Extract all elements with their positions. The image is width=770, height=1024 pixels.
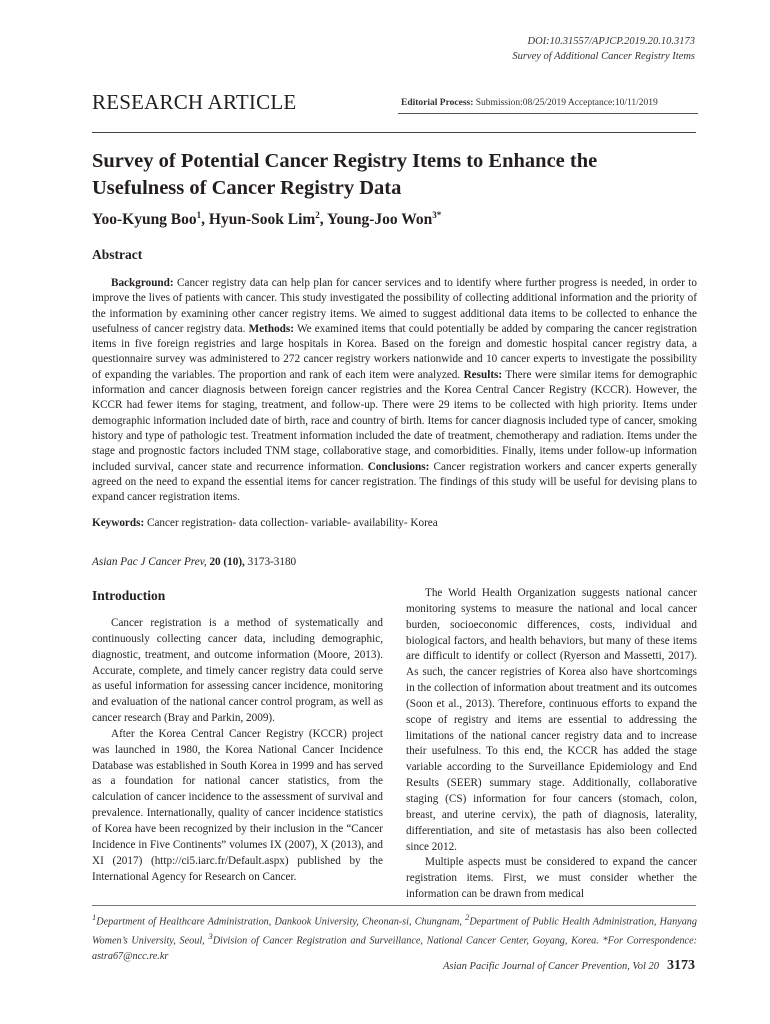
affiliation-mark: 1 [92, 912, 97, 922]
affiliation-3: Division of Cancer Registration and Surveillance, National Cancer Center, Goyang, Korea. *For Correspondence: astra67@ncc.re.kr [92, 935, 697, 962]
citation-pages: 3173-3180 [244, 556, 297, 568]
abstract-paragraph [92, 276, 697, 505]
abstract-body [92, 276, 697, 505]
affiliations-footnote [92, 910, 697, 964]
affiliation-1: Department of Healthcare Administration, Dankook University, Cheonan-si, Chungnam, [96, 916, 466, 928]
author-separator: , [319, 211, 327, 229]
editorial-process [401, 98, 658, 108]
affiliation-2: Department of Public Health Administration, Hanyang Women’s University, Seoul, [92, 916, 697, 947]
affiliation-mark: 3 [208, 931, 213, 942]
author-name: Yoo-Kyung Boo [92, 211, 197, 229]
header-rule-short [398, 113, 698, 114]
title-line-1: Survey of Potential Cancer Registry Items to Enhance the [92, 150, 598, 172]
author-separator: , [201, 211, 209, 229]
keywords [92, 517, 438, 529]
affiliation-mark: 2 [465, 912, 470, 922]
paper-title [92, 148, 702, 202]
results-text: There were similar items for demographic information and cancer diagnosis between foreign cancer registries and the Korea Central Cancer Registry (KCCR). However, the KCCR had fewer items for staging, treatment, and follow-up. There were 29 items to be collected with high priority. Items under demographic information included date of birth, race and country of birth. Items for cancer diagnosis included type of cancer, smoking history and type of pathologic test. Treatment information included the date of treatment, chemotherapy and radiation. Items under the stage and prognostic factors included TNM stage, collaborative stage, and comorbidities. Finally, items under follow-up information included survival, cancer state and recurrence information. [92, 368, 698, 473]
methods-text: We examined items that could potentially be added by comparing the cancer registration items in five foreign registries and large hospitals in Korea. Based on the foreign and domestic hospital cancer registry data, a questionnaire survey was administered to 272 cancer registry workers nationwide and 10 cancer experts to investigate the possibility of expanding the variables. The proportion and rank of each item were analyzed. [92, 322, 697, 381]
page-footer [443, 958, 695, 974]
author-affiliation-mark: 3* [432, 210, 442, 220]
keywords-text: Cancer registration- data collection- variable- availability- Korea [144, 517, 438, 529]
conclusions-label: Conclusions: [367, 460, 430, 473]
editorial-label: Editorial Process: [401, 98, 474, 108]
title-line-2: Usefulness of Cancer Registry Data [92, 177, 402, 199]
header-rule [92, 132, 696, 133]
citation-volume: 20 (10), [209, 556, 245, 568]
introduction-heading: Introduction [92, 588, 166, 603]
results-label: Results: [463, 368, 503, 381]
footer-journal: Asian Pacific Journal of Cancer Prevention, Vol 20 [443, 961, 659, 972]
background-label: Background: [111, 277, 174, 289]
footnote-rule [92, 905, 696, 906]
article-type: RESEARCH ARTICLE [92, 90, 297, 114]
doi-text[interactable]: DOI:10.31557/APJCP.2019.20.10.3173 [527, 36, 695, 47]
running-title: Survey of Additional Cancer Registry Items [512, 51, 695, 62]
page-number: 3173 [667, 958, 695, 973]
background-text: Cancer registry data can help plan for cancer services and to identify where further progress is needed, in order to improve the lives of patients with cancer. This study investigated the possibility of collecting additional information and the priority of the information by examining other cancer registry items. We aimed to suggest additional data items to be collected to enhance the usefulness of cancer registry data. [92, 277, 697, 335]
author-name: Hyun-Sook Lim [208, 211, 316, 229]
body-paragraph: Multiple aspects must be considered to expand the cancer registration items. First, we must consider whether the information can be drawn from medical [406, 856, 697, 901]
author-name: Young-Joo Won [326, 211, 433, 229]
methods-label: Methods: [248, 322, 294, 335]
body-paragraph: The World Health Organization suggests national cancer monitoring systems to measure the national and local cancer burden, socioeconomic differences, costs, individual and biological factors, and health behaviors, but many of these items are difficult to identify or collect (Ryerson and Massetti, 2017). As such, the cancer registries of Korea also have shortcomings in the collection of information about treatment and its outcomes (Soon et al., 2013). Therefore, continuous efforts to expand the scope of registry and items are essential to addressing the limitations of the national cancer registry data and to increase their usefulness. To this end, the KCCR has added the stage variable according to the Surveillance Epidemiology and End Results (SEER) summary stage. Additionally, collaborative staging (CS) information for four cancers (stomach, colon, breast, and uterine cervix), the path of diagnosis, laterality, differentiation, and site of metastasis has also been collected since 2012. [406, 587, 697, 853]
doi-block [512, 34, 695, 64]
author-affiliation-mark: 1 [196, 210, 202, 220]
citation [92, 556, 296, 568]
body-paragraph: Cancer registration is a method of systematically and continuously collecting cancer data, including demographic, diagnostic, treatment, and outcome information (Moore, 2013). Accurate, complete, and timely cancer registry data could serve as useful information for assessing cancer incidence, monitoring and evaluation of the national cancer control program, as well as cancer research (Bray and Parkin, 2009). [92, 617, 383, 725]
citation-journal: Asian Pac J Cancer Prev, [92, 556, 207, 568]
left-column [92, 616, 383, 885]
body-paragraph: After the Korea Central Cancer Registry (KCCR) project was launched in 1980, the Korea National Cancer Incidence Database was established in South Korea in 1999 and has served as a foundation for national cancer statistics, from the calculation of cancer incidence to the assessment of survival and prevalence. Internationally, quality of cancer incidence statistics of Korea have been recognized by their inclusion in the “Cancer Incidence in Five Continents” volumes IX (2007), X (2013), and XI (2017) (http://ci5.iarc.fr/Default.aspx) published by the International Agency for Research on Cancer. [92, 727, 383, 883]
keywords-label: Keywords: [92, 517, 145, 529]
abstract-heading: Abstract [92, 247, 143, 262]
author-list [92, 210, 441, 229]
author-affiliation-mark: 2 [315, 210, 320, 220]
right-column [406, 586, 697, 903]
editorial-dates: Submission:08/25/2019 Acceptance:10/11/2019 [475, 98, 658, 108]
conclusions-text: Cancer registration workers and cancer experts generally agreed on the need to expand the essential items for cancer registration. The findings of this study will be useful for devising plans to expand cancer registration items. [92, 460, 697, 504]
